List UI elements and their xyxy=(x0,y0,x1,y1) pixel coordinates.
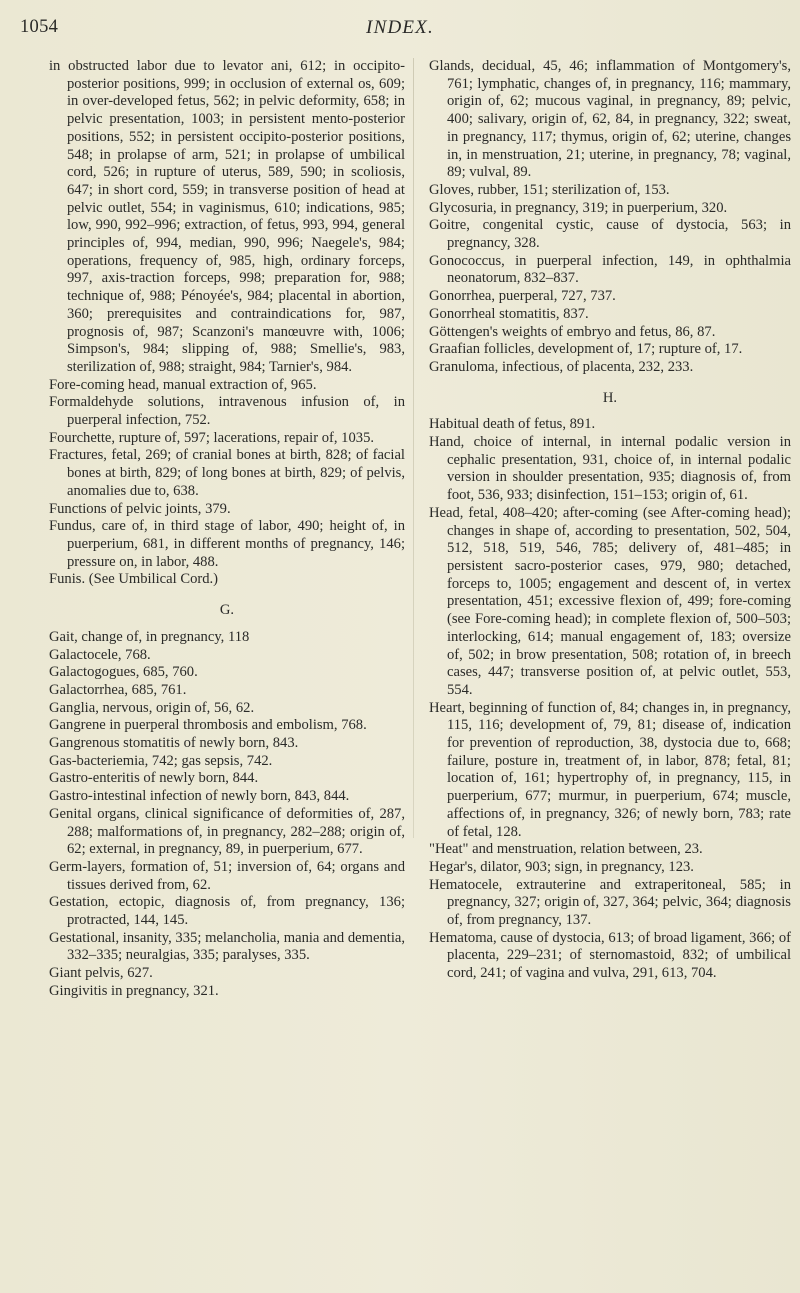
index-entry: Fundus, care of, in third stage of labor, 490; height of, in puerperium, 681, in different months of pregnancy, 146; pressure on, in labor, 488. xyxy=(49,518,405,570)
index-entry: Göttengen's weights of embryo and fetus, 86, 87. xyxy=(429,323,716,340)
index-entry: Gangrenous stomatitis of newly born, 843. xyxy=(49,735,299,752)
index-entry: Gonococcus, in puerperal infection, 149, in ophthalmia neonatorum, 832–837. xyxy=(429,252,791,287)
index-entry: Funis. (See Umbilical Cord.) xyxy=(49,571,219,588)
index-entry: Germ-layers, formation of, 51; inversion of, 64; organs and tissues derived from, 62. xyxy=(49,858,405,893)
index-entry: Gonorrhea, puerperal, 727, 737. xyxy=(429,288,616,305)
left-column xyxy=(49,58,405,1001)
index-entry: Ganglia, nervous, origin of, 56, 62. xyxy=(49,699,255,716)
index-entry: Gas-bacteriemia, 742; gas sepsis, 742. xyxy=(49,752,273,769)
index-entry: Fore-coming head, manual extraction of, 965. xyxy=(49,376,317,393)
column-divider xyxy=(413,58,414,838)
index-entry: Gastro-intestinal infection of newly born, 843, 844. xyxy=(49,788,350,805)
index-entry: "Heat" and menstruation, relation between, 23. xyxy=(429,841,703,858)
index-entry: Habitual death of fetus, 891. xyxy=(429,416,596,433)
index-entry: Genital organs, clinical significance of deformities of, 287, 288; malformations of, in pregnancy, 282–288; origin of, 62; external, in pregnancy, 89, in puerperium, 677. xyxy=(49,805,405,858)
index-entry: Gastro-enteritis of newly born, 844. xyxy=(49,770,259,787)
index-entry: Granuloma, infectious, of placenta, 232, 233. xyxy=(429,358,694,375)
index-entry: Glands, decidual, 45, 46; inflammation of Montgomery's, 761; lymphatic, changes of, in pregnancy, 116; mammary, origin of, 62; mucous vaginal, in pregnancy, 89; pelvic, 400; salivary, origin of, 62, 84, in pregnancy, 322; sweat, in pregnancy, 117; thymus, origin of, 62; uterine, changes in, in menstruation, 21; uterine, in pregnancy, 78; vaginal, 89; vulval, 89. xyxy=(429,58,791,181)
index-entry: Graafian follicles, development of, 17; rupture of, 17. xyxy=(429,341,743,358)
running-title: INDEX. xyxy=(366,17,434,38)
index-entry: in obstructed labor due to levator ani, 612; in occipito-posterior positions, 999; in occlusion of external os, 609; in over-developed fetus, 562; in pelvic deformity, 658; in pelvic presentation, 1003; in persistent mento-posterior positions, 552; in persistent occipito-posterior positions, 548; in prolapse of arm, 521; in prolapse of umbilical cord, 526; in rupture of uterus, 589, 590; in scoliosis, 647; in short cord, 559; in transverse position of head at pelvic outlet, 554; in vaginismus, 610; indications, 985; low, 990, 992–996; extraction, of fetus, 993, 994, general principles of, 994, median, 990, 996; Naegele's, 984; operations, frequency of, 985, high, ordinary forceps, 997, axis-traction forceps, 998; preparation for, 988; technique of, 988; Pénoyée's, 984; placental in abortion, 360; prerequisites and contraindications for, 987, prognosis of, 987; Scanzoni's manœuvre with, 1006; Simpson's, 984; slipping of, 988; Smellie's, 983, sterilization of, 988; straight, 984; Tarnier's, 984. xyxy=(49,58,405,375)
index-entry: Gestational, insanity, 335; melancholia, mania and dementia, 332–335; neuralgias, 335; paralyses, 335. xyxy=(49,929,405,964)
index-entry: Galactorrhea, 685, 761. xyxy=(49,681,187,698)
index-entry: Hematocele, extrauterine and extraperitoneal, 585; in pregnancy, 327; origin of, 327, 364; pelvic, 364; diagnosis of, from pregnancy, 137. xyxy=(429,876,791,929)
index-entry: Gloves, rubber, 151; sterilization of, 153. xyxy=(429,181,670,198)
index-entry: Glycosuria, in pregnancy, 319; in puerperium, 320. xyxy=(429,199,728,216)
index-entry: Galactogogues, 685, 760. xyxy=(49,664,198,681)
section-heading-g: G. xyxy=(219,602,235,619)
index-entry: Heart, beginning of function of, 84; changes in, in pregnancy, 115, 116; development of, 79, 81; disease of, indication for prevention of reproduction, 38, dystocia due to, 668; failure, posture in, treatment of, in labor, 878; fetal, 81; location of, 161; hypertrophy of, in pregnancy, 115, in puerperium, 677; murmur, in puerperium, 674; muscle, affections of, in pregnancy, 326; of newly born, 783; rate of fetal, 128. xyxy=(429,699,791,840)
index-entry: Gonorrheal stomatitis, 837. xyxy=(429,305,589,322)
index-entry: Formaldehyde solutions, intravenous infusion of, in puerperal infection, 752. xyxy=(49,394,405,429)
index-entry: Hegar's, dilator, 903; sign, in pregnancy, 123. xyxy=(429,858,694,875)
index-entry: Goitre, congenital cystic, cause of dystocia, 563; in pregnancy, 328. xyxy=(429,217,791,252)
index-entry: Hand, choice of internal, in internal podalic version in cephalic presentation, 931, choice of, in internal podalic version in shoulder presentation, 935; diagnosis of, from foot, 536, 933; disinfection, 151–153; origin of, 61. xyxy=(429,434,791,504)
right-column xyxy=(429,58,791,983)
index-entry: Gait, change of, in pregnancy, 118 xyxy=(49,628,250,645)
index-entry: Head, fetal, 408–420; after-coming (see After-coming head); changes in shape of, according to presentation, 502, 504, 512, 518, 519, 546, 785; delivery of, 481–485; in persistent sacro-posterior cases, 979, 980; detached, forceps to, 1005; engagement and descent of, in vertex presentation, 451; excessive flexion of, 499; fore-coming (see Fore-coming head); in complete flexion of, 500–503; interlocking, 614; manual engagement of, 183; oversize of, 502; in brow presentation, 508; rotation of, in breech cases, 447; transverse position of, at pelvic outlet, 553, 554. xyxy=(429,504,791,698)
index-entry: Gingivitis in pregnancy, 321. xyxy=(49,982,219,999)
index-entry: Fractures, fetal, 269; of cranial bones at birth, 828; of facial bones at birth, 829; of long bones at birth, 829; of pelvis, anomalies due to, 638. xyxy=(49,447,405,499)
index-entry: Gestation, ectopic, diagnosis of, from pregnancy, 136; protracted, 144, 145. xyxy=(49,894,405,929)
index-entry: Galactocele, 768. xyxy=(49,646,151,663)
index-entry: Hematoma, cause of dystocia, 613; of broad ligament, 366; of placenta, 229–231; of sternomastoid, 832; of umbilical cord, 241; of vagina and vulva, 291, 613, 704. xyxy=(429,929,791,982)
index-entry: Giant pelvis, 627. xyxy=(49,965,153,982)
index-entry: Fourchette, rupture of, 597; lacerations, repair of, 1035. xyxy=(49,429,375,446)
index-entry: Functions of pelvic joints, 379. xyxy=(49,500,231,517)
page-number: 1054 xyxy=(20,17,59,37)
index-entry: Gangrene in puerperal thrombosis and embolism, 768. xyxy=(49,717,367,734)
section-heading-h: H. xyxy=(602,389,618,406)
